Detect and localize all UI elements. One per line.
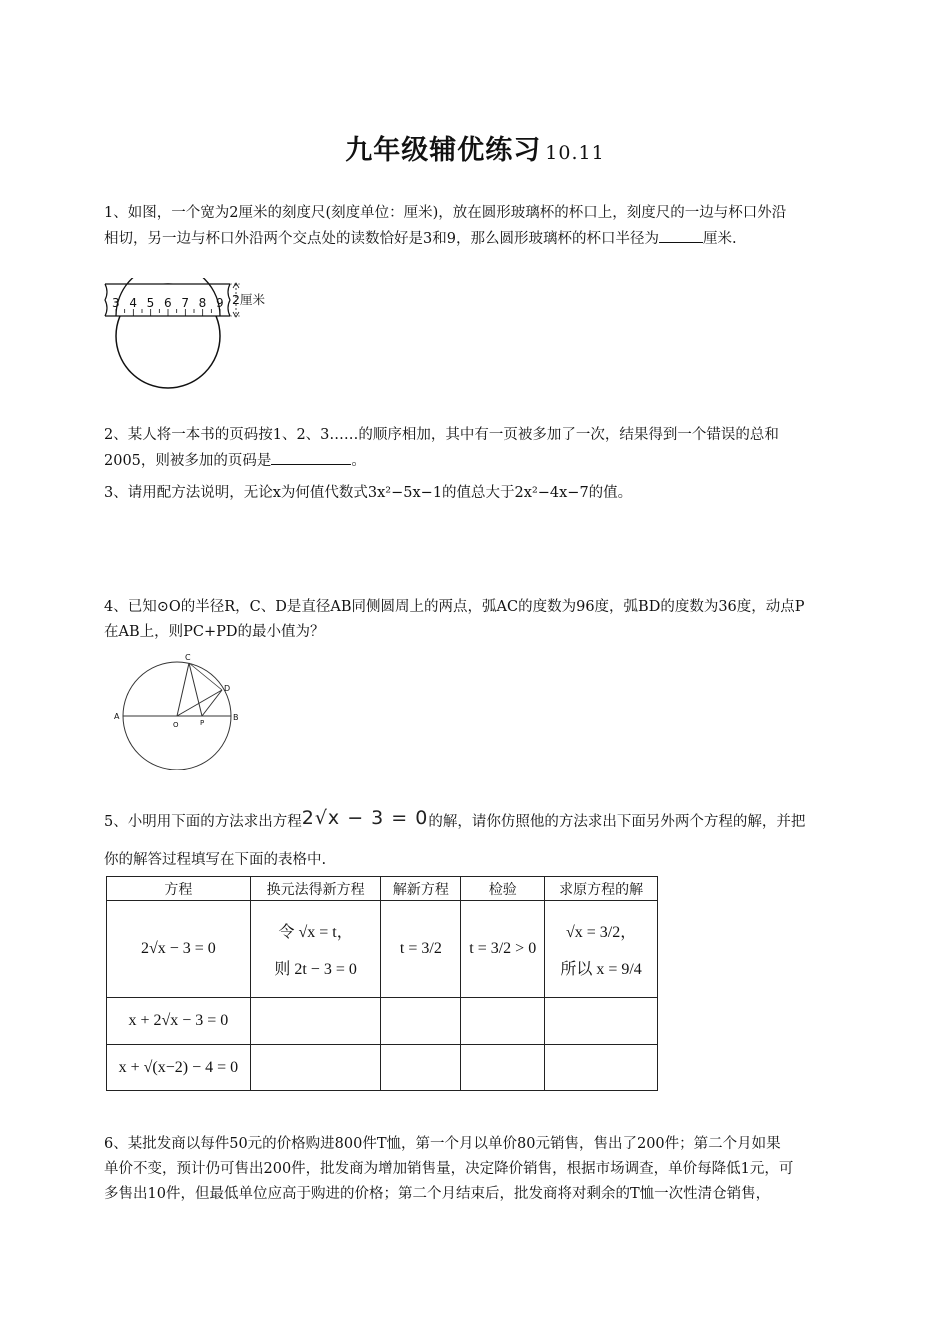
- table-header-row: [107, 877, 658, 901]
- question-5: [104, 806, 852, 873]
- row1-answer-b: 所以 x = 9/4: [560, 961, 642, 978]
- header-equation: 方程: [107, 877, 251, 901]
- question-1: [104, 201, 852, 252]
- ruler-tick-label: 3: [112, 296, 120, 310]
- row1-equation: 2√x − 3 = 0: [107, 901, 251, 998]
- row3-answer-cell[interactable]: [545, 1045, 658, 1091]
- row3-solve-cell[interactable]: [381, 1045, 461, 1091]
- title-main: 九年级辅优练习: [345, 135, 542, 166]
- q3-line-1: 3、请用配方法说明，无论x为何值代数式3x²−5x−1的值总大于2x²−4x−7的值。: [104, 485, 633, 501]
- q5-inline-equation-text: 2√x − 3 = 0: [301, 807, 429, 829]
- row1-answer-a: √x = 3/2，: [565, 924, 637, 941]
- q1-line-2: [104, 226, 852, 252]
- q5-line-1-rest: 的解，请你仿照他的方法求出下面另外两个方程的解，并把: [428, 814, 806, 830]
- q6-line-3: 多售出10件，但最低单位应高于购进的价格；第二个月结束后，批发商将对剩余的T恤一次性清仓销售，: [104, 1186, 771, 1202]
- q5-line-1: [104, 806, 852, 830]
- row1-substitution: [250, 901, 381, 998]
- label-b: B: [233, 713, 239, 722]
- row3-equation: x + √(x−2) − 4 = 0: [107, 1045, 251, 1091]
- q5-line-1-text: 5、小明用下面的方法求出方程: [104, 814, 302, 830]
- title-date: 10.11: [545, 142, 605, 164]
- row2-solve-cell[interactable]: [381, 998, 461, 1045]
- q1-answer-blank[interactable]: [659, 226, 703, 243]
- question-3: [104, 481, 852, 506]
- table-row: [107, 901, 658, 998]
- q6-line-2: 单价不变，预计仍可售出200件，批发商为增加销售量，决定降价销售，根据市场调查，单价每降低1元，可: [104, 1161, 794, 1177]
- q5-inline-equation: [302, 806, 429, 831]
- segment-cd: [189, 663, 222, 690]
- row2-check-cell[interactable]: [461, 998, 545, 1045]
- solution-table: [106, 876, 658, 1091]
- question-2: [104, 423, 852, 474]
- segment-oc: [177, 663, 189, 716]
- segment-od: [177, 690, 222, 716]
- page-title: [0, 128, 950, 167]
- ruler-tick-label: 9: [216, 296, 224, 310]
- ruler-tick-label: 5: [146, 296, 155, 310]
- q6-line-1: 6、某批发商以每件50元的价格购进800件T恤，第一个月以单价80元销售，售出了200件；第二个月如果: [104, 1136, 781, 1152]
- row2-equation: x + 2√x − 3 = 0: [107, 998, 251, 1045]
- ruler-width-label: 2厘米: [232, 292, 265, 307]
- header-solve: 解新方程: [381, 877, 461, 901]
- question-4: [104, 595, 852, 645]
- ruler-tick-label: 7: [181, 296, 189, 310]
- question-6: [104, 1132, 852, 1207]
- segment-pd: [202, 690, 222, 716]
- q4-circle-figure: [112, 652, 247, 770]
- q4-line-2: 在AB上，则PC+PD的最小值为？: [104, 624, 325, 640]
- row3-check-cell[interactable]: [461, 1045, 545, 1091]
- q5-line-2: 你的解答过程填写在下面的表格中.: [104, 852, 327, 868]
- row1-sub-a: 令 √x = t，: [278, 924, 353, 941]
- header-check: 检验: [461, 877, 545, 901]
- ruler-tick-label: 4: [129, 296, 137, 310]
- q2-line-1: 2、某人将一本书的页码按1、2、3……的顺序相加，其中有一页被多加了一次，结果得到一个错误的总和: [104, 427, 779, 443]
- q1-line-1: 1、如图，一个宽为2厘米的刻度尺(刻度单位：厘米)，放在圆形玻璃杯的杯口上，刻度尺的一边与杯口外沿: [104, 205, 787, 221]
- row2-substitution-cell[interactable]: [250, 998, 381, 1045]
- row1-solve: t = 3/2: [381, 901, 461, 998]
- label-o: O: [173, 721, 179, 729]
- ruler-tick-label: 8: [198, 296, 207, 310]
- q2-line-2-end: 。: [351, 453, 366, 469]
- q4-line-1: 4、已知⊙O的半径R，C、D是直径AB同侧圆周上的两点，弧AC的度数为96度，弧BD的度数为36度，动点P: [104, 599, 805, 615]
- table-row: [107, 1045, 658, 1091]
- header-answer: 求原方程的解: [545, 877, 658, 901]
- ruler-tick-label: 6: [164, 296, 172, 310]
- label-c: C: [185, 653, 191, 662]
- q2-line-2: [104, 448, 852, 474]
- table-row: [107, 998, 658, 1045]
- q1-line-2-text: 相切，另一边与杯口外沿两个交点处的读数恰好是3和9，那么圆形玻璃杯的杯口半径为: [104, 231, 659, 247]
- header-substitution: 换元法得新方程: [250, 877, 381, 901]
- q2-answer-blank[interactable]: [271, 448, 351, 465]
- row2-answer-cell[interactable]: [545, 998, 658, 1045]
- q2-line-2-text: 2005，则被多加的页码是: [104, 453, 272, 469]
- label-d: D: [224, 684, 231, 693]
- row1-answer: [545, 901, 658, 998]
- row1-sub-b: 则 2t − 3 = 0: [274, 961, 357, 978]
- q1-ruler-figure: [100, 278, 280, 393]
- row1-check: t = 3/2 > 0: [461, 901, 545, 998]
- q1-line-2-end: 厘米.: [702, 231, 737, 247]
- label-p: P: [200, 719, 205, 727]
- row3-substitution-cell[interactable]: [250, 1045, 381, 1091]
- label-a: A: [114, 712, 120, 721]
